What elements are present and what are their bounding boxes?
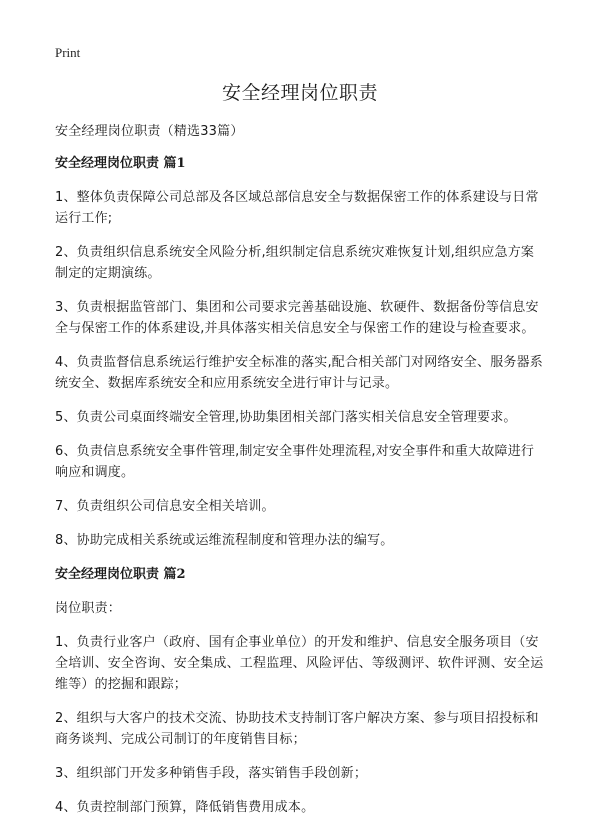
list-item: 3、负责根据监管部门、集团和公司要求完善基础设施、软硬件、数据备份等信息安全与保密工作的体系建设,并具体落实相关信息安全与保密工作的建设与检查要求。 (55, 300, 539, 336)
section-heading-text: 安全经理岗位职责 (55, 567, 160, 582)
section-heading-suffix: 篇2 (163, 567, 186, 582)
print-link[interactable]: Print (55, 45, 81, 60)
document-title: 安全经理岗位职责 (221, 82, 378, 104)
list-item: 8、协助完成相关系统或运维流程制度和管理办法的编写。 (55, 533, 394, 548)
section-2-list (55, 632, 545, 818)
list-item: 4、负责控制部门预算，降低销售费用成本。 (55, 800, 315, 815)
section-heading-1 (55, 153, 545, 174)
list-item: 4、负责监督信息系统运行维护安全标准的落实,配合相关部门对网络安全、服务器系统安全、数据库系统安全和应用系统安全进行审计与记录。 (55, 355, 544, 391)
list-item: 2、组织与大客户的技术交流、协助技术支持制订客户解决方案、参与项目招投标和商务谈判、完成公司制订的年度销售目标； (55, 711, 539, 747)
document-body (55, 121, 545, 831)
list-item: 3、组织部门开发多种销售手段，落实销售手段创新； (55, 766, 368, 781)
list-item: 7、负责组织公司信息安全相关培训。 (55, 499, 275, 514)
list-item: 6、负责信息系统安全事件管理,制定安全事件处理流程,对安全事件和重大故障进行响应和调度。 (55, 444, 535, 480)
section-heading-suffix: 篇1 (163, 156, 186, 171)
section-heading-text: 安全经理岗位职责 (55, 156, 160, 171)
list-item: 1、负责行业客户（政府、国有企事业单位）的开发和维护、信息安全服务项目（安全培训、安全咨询、安全集成、工程监理、风险评估、等级测评、软件评测、安全运维等）的挖掘和跟踪； (55, 635, 544, 692)
document-subtitle: 安全经理岗位职责（精选33篇） (55, 124, 244, 139)
list-item: 2、负责组织信息系统安全风险分析,组织制定信息系统灾难恢复计划,组织应急方案制定的定期演练。 (55, 245, 535, 281)
list-item: 1、整体负责保障公司总部及各区域总部信息安全与数据保密工作的体系建设与日常运行工作; (55, 190, 539, 226)
section-intro: 岗位职责： (55, 601, 122, 616)
section-1-list (55, 187, 545, 551)
list-item: 5、负责公司桌面终端安全管理,协助集团相关部门落实相关信息安全管理要求。 (55, 410, 517, 425)
section-heading-2 (55, 564, 545, 585)
